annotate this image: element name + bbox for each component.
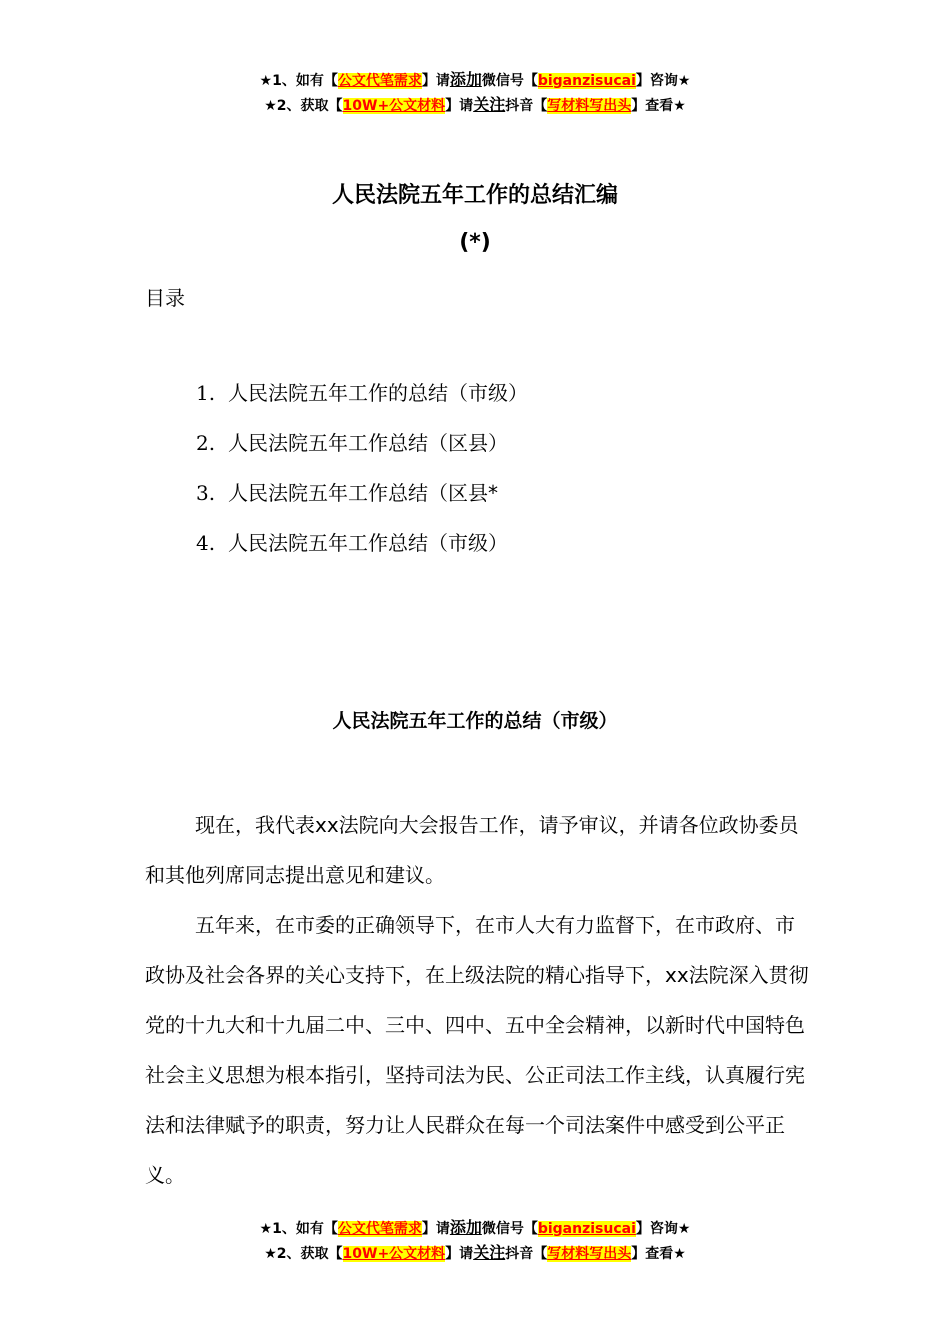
banner-text: 】查看★ [631,98,686,114]
section-title: 人民法院五年工作的总结（市级） [332,710,618,732]
paragraph: 五年来，在市委的正确领导下，在市人大有力监督下，在市政府、市政协及社会各界的关心支持下，在上级法院的精心指导下，xx法院深入贯彻党的十九大和十九届二中、三中、四中、五中全会精神，以新时代中国特色社会主义思想为根本指引，坚持司法为民、公正司法工作主线，认真履行宪法和法律赋予的职责，努力让人民群众在每一个司法案件中感受到公平正义。 [145,913,809,1187]
banner-emphasis: 关注 [473,95,506,114]
document-title: 人民法院五年工作的总结汇编 [331,183,618,208]
banner-text: 微信号【 [481,1221,538,1237]
banner-text: 】请 [421,1221,450,1237]
banner-text: 】请 [445,1246,474,1262]
document-subtitle: (*) [459,230,491,255]
banner-highlight: 10W+公文材料 [342,1246,446,1262]
banner-line-1 [0,1216,950,1241]
banner-emphasis: 添加 [449,70,482,89]
toc-text: 人民法院五年工作的总结（市级） [228,381,528,405]
banner-text: 】请 [445,98,474,114]
banner-text: 抖音【 [505,98,548,114]
banner-emphasis: 添加 [449,1218,482,1237]
banner-text: 】咨询★ [635,73,691,89]
toc-text: 人民法院五年工作总结（区县） [228,431,508,455]
banner-highlight: 10W+公文材料 [342,98,446,114]
banner-text: ★1、如有【 [259,1221,338,1237]
top-banner [0,68,950,118]
banner-text: 微信号【 [481,73,538,89]
toc-item [196,528,528,578]
banner-line-2 [0,1241,950,1266]
toc-item [196,428,528,478]
banner-text: 】查看★ [631,1246,686,1262]
banner-douyin-name: 写材料写出头 [547,98,632,114]
banner-douyin-name: 写材料写出头 [547,1246,632,1262]
table-of-contents [196,378,528,578]
toc-item [196,378,528,428]
banner-line-1 [0,68,950,93]
banner-highlight: 公文代笔需求 [337,1221,422,1237]
paragraph: 现在，我代表xx法院向大会报告工作，请予审议，并请各位政协委员和其他列席同志提出意见和建议。 [145,813,799,887]
toc-number: 2. [196,431,216,455]
bottom-banner [0,1216,950,1266]
toc-number: 1. [196,381,216,405]
toc-number: 4. [196,531,216,555]
banner-highlight: 公文代笔需求 [337,73,422,89]
banner-text: ★2、获取【 [264,1246,343,1262]
banner-wechat-id: biganzisucai [537,1221,636,1237]
toc-heading: 目录 [145,286,185,310]
banner-line-2 [0,93,950,118]
banner-text: 抖音【 [505,1246,548,1262]
section-body [145,800,810,1200]
banner-text: 】请 [421,73,450,89]
toc-text: 人民法院五年工作总结（市级） [228,531,508,555]
toc-number: 3. [196,481,216,505]
banner-emphasis: 关注 [473,1243,506,1262]
banner-wechat-id: biganzisucai [537,73,636,89]
banner-text: ★2、获取【 [264,98,343,114]
banner-text: 】咨询★ [635,1221,691,1237]
toc-text: 人民法院五年工作总结（区县* [228,481,498,505]
toc-item [196,478,528,528]
banner-text: ★1、如有【 [259,73,338,89]
